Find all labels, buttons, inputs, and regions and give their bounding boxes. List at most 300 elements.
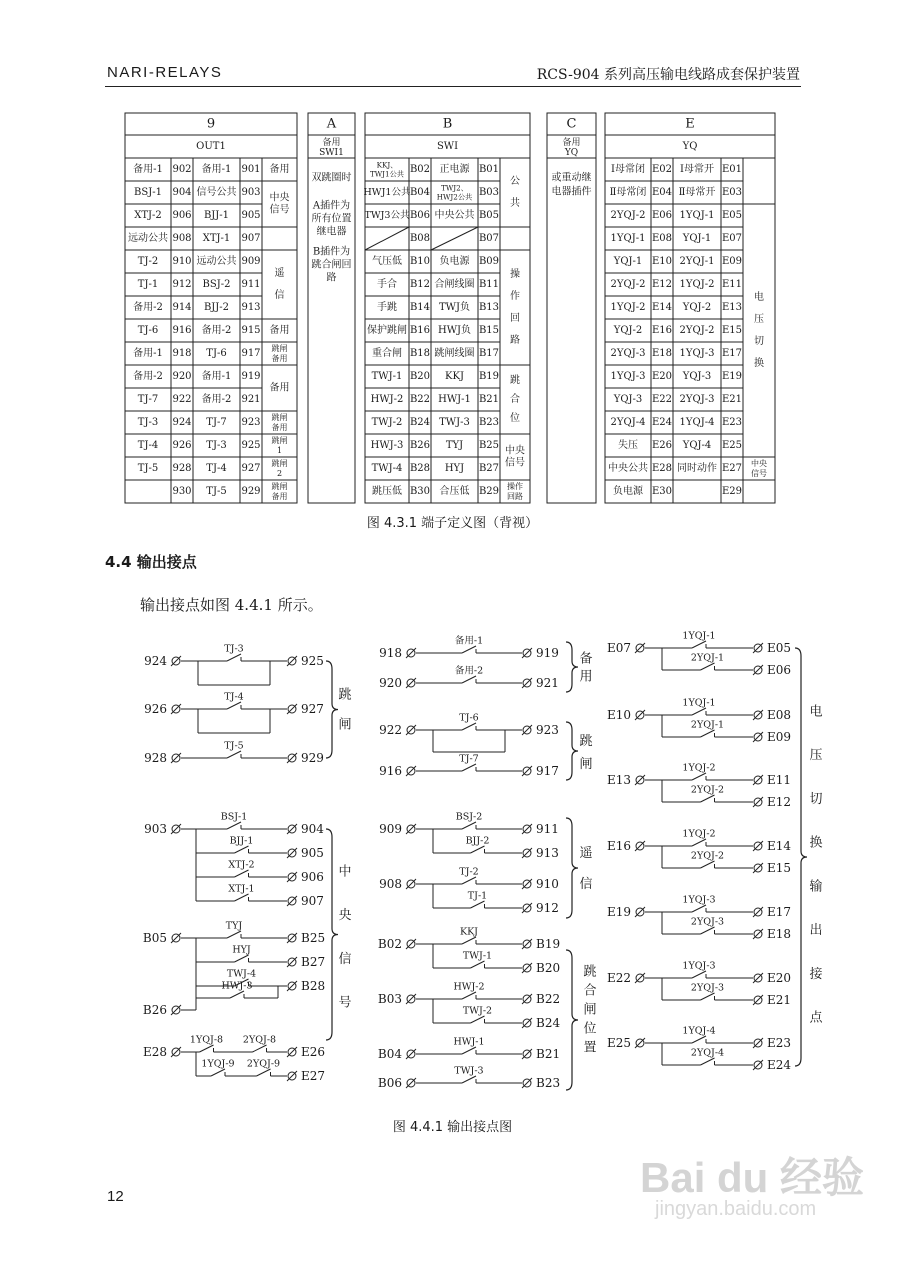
- cell: BJJ-2: [203, 302, 230, 313]
- contact-blade: [257, 1069, 271, 1076]
- cell: E06: [651, 210, 673, 221]
- terminal-symbol: [522, 1018, 532, 1028]
- terminal-symbol: [635, 841, 645, 851]
- brace-label-voltage-switch: 切: [809, 791, 823, 807]
- group-label: 回路: [507, 491, 523, 501]
- cell: Ⅰ母常闭: [611, 164, 645, 175]
- terminal-symbol: [171, 824, 181, 834]
- cell: B22: [409, 394, 431, 405]
- brace-label-breaker-position: 跳: [583, 964, 597, 980]
- block-type: SWI: [436, 141, 459, 152]
- cell: TYJ: [445, 440, 464, 451]
- brace-label-central-signal: 信: [338, 951, 352, 967]
- brace-label-voltage-switch: 电: [809, 704, 823, 720]
- group-label: 中央: [505, 445, 525, 457]
- contact-label: TWJ-3: [454, 1065, 484, 1077]
- block-id: E: [685, 116, 695, 132]
- contact: [645, 698, 753, 716]
- contact: [416, 812, 522, 830]
- circuit-918: [379, 635, 559, 661]
- cell: B14: [409, 302, 431, 313]
- terminal-label: B06: [377, 1076, 402, 1090]
- circuit-B04: [378, 1037, 560, 1062]
- cell: BSJ-2: [202, 279, 231, 290]
- cell: TJ-2: [137, 256, 159, 267]
- contact: [662, 785, 753, 803]
- cell: 909: [241, 256, 261, 267]
- terminal-label: E16: [606, 839, 631, 853]
- terminal-symbol: [753, 710, 763, 720]
- contact-blade: [227, 931, 241, 938]
- cell: 远动公共: [128, 233, 168, 244]
- terminal-symbol: [522, 1049, 532, 1059]
- cell: YQJ-4: [682, 440, 712, 451]
- brace-trip: [326, 661, 338, 758]
- terminal-label: 918: [379, 646, 402, 660]
- terminal-symbol: [287, 848, 297, 858]
- cell: E05: [721, 210, 743, 221]
- cell: 1YQJ-2: [610, 302, 646, 313]
- terminal-symbol: [635, 1038, 645, 1048]
- cell: BJJ-1: [203, 210, 230, 221]
- terminal-symbol: [522, 939, 532, 949]
- group-label: 备用: [271, 491, 288, 501]
- brace-label-telesignal: 信: [579, 877, 593, 892]
- terminal-symbol: [406, 1049, 416, 1059]
- terminal-symbol: [287, 957, 297, 967]
- group-label: 备用: [271, 422, 288, 432]
- contact-label: 2YQJ-8: [242, 1034, 277, 1046]
- contact-label: 2YQJ-2: [690, 784, 725, 796]
- terminal-symbol: [753, 995, 763, 1005]
- contact: [416, 665, 522, 684]
- terminal-label: 924: [144, 654, 167, 668]
- contact: [645, 631, 753, 649]
- cell: E30: [651, 486, 673, 497]
- terminal-symbol: [635, 775, 645, 785]
- figure-4-3-1-caption: 图 4.3.1 端子定义图（背视）: [366, 516, 539, 531]
- terminal-label: E22: [606, 971, 631, 985]
- contact: [433, 836, 522, 854]
- contact: [662, 983, 753, 1001]
- contact: [416, 635, 522, 654]
- cell: 手跳: [377, 302, 397, 313]
- terminal-symbol: [522, 903, 532, 913]
- cell: 2YQJ-2: [610, 279, 646, 290]
- contact: [181, 812, 287, 830]
- block-type: SWI1: [319, 148, 344, 158]
- contact-blade: [235, 846, 249, 853]
- cell: B09: [478, 256, 500, 267]
- cell: B24: [409, 417, 431, 428]
- cell: 914: [172, 302, 192, 313]
- terminal-label: 910: [536, 877, 559, 891]
- cell: E27: [721, 463, 743, 474]
- cell: 903: [241, 187, 261, 198]
- cell: 手合: [377, 279, 397, 290]
- cell: 915: [241, 325, 261, 336]
- group-label: 备用: [269, 382, 290, 394]
- cell: 远动公共: [196, 256, 237, 267]
- contact-blade: [462, 937, 476, 944]
- terminal-symbol: [171, 704, 181, 714]
- terminal-label: 908: [379, 877, 402, 891]
- cell: E01: [721, 164, 743, 175]
- terminal-label: E13: [606, 773, 631, 787]
- cell: E11: [721, 279, 743, 290]
- cell: 负电源: [613, 486, 643, 497]
- terminal-symbol: [287, 824, 297, 834]
- terminal-label: B25: [301, 931, 326, 945]
- contact-blade: [235, 955, 249, 962]
- cell: 1YQJ-3: [610, 371, 646, 382]
- circuit-E19: [607, 895, 791, 942]
- terminal-symbol: [522, 994, 532, 1004]
- terminal-label: 912: [536, 901, 559, 915]
- cell: BSJ-1: [134, 187, 162, 198]
- contact: [196, 860, 287, 878]
- terminal-label: 921: [536, 676, 559, 690]
- block-note: A插件为: [312, 200, 351, 212]
- group-label: 中央: [751, 459, 767, 469]
- cell: E22: [651, 394, 673, 405]
- circuit-E13: [607, 763, 791, 810]
- section-paragraph: 输出接点如图 4.4.1 所示。: [140, 596, 323, 614]
- contact: [181, 644, 287, 662]
- cell: KKJ、: [376, 160, 398, 170]
- contact-label: 2YQJ-4: [690, 1047, 725, 1059]
- contact-blade: [692, 971, 706, 978]
- terminal-symbol: [287, 981, 297, 991]
- terminal-label: E11: [767, 773, 792, 787]
- contact: [196, 884, 287, 902]
- group-label: 遥: [274, 268, 285, 279]
- terminal-symbol: [753, 643, 763, 653]
- terminal-symbol: [406, 678, 416, 688]
- group-label: 跳闸: [271, 482, 288, 492]
- circuit-E16: [607, 829, 791, 876]
- cell: B21: [478, 394, 500, 405]
- terminal-label: B26: [142, 1003, 167, 1017]
- contact: [433, 891, 522, 909]
- terminal-label: 907: [301, 894, 324, 908]
- header-brand: NARI-RELAYS: [107, 64, 223, 81]
- cell: 备用-1: [201, 164, 232, 175]
- terminal-symbol: [406, 879, 416, 889]
- cell: 信号公共: [196, 187, 237, 198]
- circuit-926: [144, 692, 324, 734]
- brace-label-voltage-switch: 换: [809, 835, 823, 851]
- terminal-label: E17: [767, 905, 792, 919]
- brace-label-voltage-switch: 输: [809, 879, 823, 895]
- terminal-label: 926: [144, 702, 167, 716]
- contact-label: 2YQJ-3: [690, 982, 725, 994]
- group-label: 合: [510, 394, 520, 405]
- terminal-symbol: [171, 753, 181, 763]
- terminal-symbol: [753, 1038, 763, 1048]
- circuit-E10: [607, 698, 791, 745]
- page-number: 12: [107, 1188, 124, 1205]
- cell: 905: [241, 210, 261, 221]
- terminal-symbol: [522, 766, 532, 776]
- contact-blade: [227, 751, 241, 758]
- terminal-label: E10: [606, 708, 631, 722]
- contact-label: 1YQJ-3: [682, 894, 716, 906]
- cell: 备用-1: [201, 371, 232, 382]
- cell: TJ-6: [137, 325, 159, 336]
- cell: B23: [478, 417, 500, 428]
- contact-label: 备用-1: [454, 635, 484, 647]
- cell: 927: [241, 463, 261, 474]
- contact: [662, 653, 753, 671]
- contact: [433, 951, 522, 969]
- block-id: A: [326, 116, 337, 132]
- circuit-E22: [607, 961, 791, 1008]
- terminal-symbol: [171, 656, 181, 666]
- block-type: YQ: [564, 148, 579, 158]
- terminal-label: B19: [536, 937, 561, 951]
- cell: TWJ1公共: [369, 169, 405, 179]
- cell: B12: [409, 279, 431, 290]
- cell: TJ-7: [206, 417, 227, 428]
- cell: 924: [172, 417, 192, 428]
- cell: YQJ-1: [613, 256, 643, 267]
- terminal-label: E23: [767, 1036, 792, 1050]
- cell: 2YQJ-2: [679, 325, 715, 336]
- cell: 902: [172, 164, 192, 175]
- cell: B10: [409, 256, 431, 267]
- terminal-label: E27: [301, 1069, 326, 1083]
- contact: [662, 917, 753, 935]
- block-type: 备用: [322, 138, 341, 148]
- cell: B04: [409, 187, 431, 198]
- contact-blade: [253, 1045, 267, 1052]
- brace-central-signal: [326, 829, 338, 1040]
- cell: B27: [478, 463, 500, 474]
- cell: E02: [651, 164, 673, 175]
- cell: E07: [721, 233, 743, 244]
- cell: 中央公共: [434, 210, 475, 221]
- brace-label-voltage-switch: 接: [809, 966, 823, 982]
- block-note: 路: [326, 272, 337, 284]
- cell: E13: [721, 302, 743, 313]
- contact: [181, 1035, 232, 1053]
- cell: 912: [172, 279, 192, 290]
- contact-blade: [462, 822, 476, 829]
- terminal-symbol: [287, 896, 297, 906]
- cell: B07: [478, 233, 500, 244]
- cell: 928: [172, 463, 192, 474]
- brace-label-voltage-switch: 出: [809, 923, 823, 939]
- terminal-label: 906: [301, 870, 324, 884]
- cell: B03: [478, 187, 500, 198]
- terminal-label: E25: [606, 1036, 631, 1050]
- terminal-label: E12: [767, 795, 792, 809]
- cell: 跳闸线圈: [434, 348, 475, 359]
- contact: [645, 895, 753, 913]
- group-label: 中央: [269, 192, 290, 204]
- brace-label-breaker-position: 闸: [583, 1002, 597, 1018]
- terminal-label: B21: [536, 1047, 561, 1061]
- contact: [181, 741, 287, 759]
- contact: [232, 1035, 287, 1053]
- block-note: 继电器: [316, 226, 347, 238]
- cell: B06: [409, 210, 431, 221]
- circuit-920: [379, 665, 559, 691]
- cell: HWJ负: [437, 325, 472, 336]
- brace-label-central-signal: 中: [338, 864, 352, 880]
- cell: B20: [409, 371, 431, 382]
- terminal-label: E06: [767, 663, 792, 677]
- cell: 2YQJ-4: [610, 417, 646, 428]
- contact: [196, 1059, 240, 1077]
- cell: B05: [478, 210, 500, 221]
- brace-breaker-position: [566, 950, 578, 1090]
- contact-label: 1YQJ-4: [682, 1025, 716, 1037]
- cell: E20: [651, 371, 673, 382]
- cell: B18: [409, 348, 431, 359]
- cell: 备用-2: [201, 394, 232, 405]
- cell: TJ-4: [206, 463, 227, 474]
- cell: 922: [172, 394, 192, 405]
- block-id: B: [442, 116, 453, 132]
- terminal-symbol: [287, 872, 297, 882]
- cell: E23: [721, 417, 743, 428]
- brace-spare: [566, 642, 578, 692]
- group-label: 跳: [510, 375, 520, 386]
- cell: TWJ2、: [441, 183, 468, 193]
- contact: [662, 851, 753, 869]
- cell: B08: [409, 233, 431, 244]
- terminal-symbol: [406, 994, 416, 1004]
- cell: 901: [241, 164, 261, 175]
- circuit-909: [379, 812, 559, 861]
- cell: E28: [651, 463, 673, 474]
- contact: [416, 1066, 522, 1084]
- terminal-symbol: [522, 963, 532, 973]
- terminal-label: 909: [379, 822, 402, 836]
- contact-blade: [701, 1058, 715, 1065]
- terminal-label: B02: [377, 937, 402, 951]
- cell: Ⅱ母常开: [678, 187, 716, 198]
- terminal-label: 919: [536, 646, 559, 660]
- terminal-symbol: [753, 732, 763, 742]
- terminal-symbol: [635, 973, 645, 983]
- cell: Ⅱ母常闭: [609, 187, 647, 198]
- cell: B19: [478, 371, 500, 382]
- block-type: YQ: [682, 141, 698, 152]
- terminal-symbol: [753, 973, 763, 983]
- contact-blade: [701, 730, 715, 737]
- contact-label: TWJ-1: [462, 950, 493, 962]
- block-note: 所有位置: [311, 213, 352, 225]
- brace-label-trip: 闸: [338, 717, 352, 733]
- terminal-label: 905: [301, 846, 324, 860]
- terminal-symbol: [635, 710, 645, 720]
- terminal-label: 903: [144, 822, 167, 836]
- terminal-symbol: [406, 766, 416, 776]
- cell: 911: [241, 279, 261, 290]
- contact: [645, 763, 753, 781]
- terminal-label: 917: [536, 764, 559, 778]
- brace-label-breaker-position: 合: [583, 983, 597, 999]
- cell: 1YQJ-4: [679, 417, 715, 428]
- terminal-symbol: [171, 1005, 181, 1015]
- cell: E18: [651, 348, 673, 359]
- contact-label: KKJ: [459, 926, 479, 938]
- terminal-label: B23: [536, 1076, 561, 1090]
- cell: 2YQJ-2: [610, 210, 646, 221]
- circuit-924: [144, 644, 324, 686]
- circuit-E07: [607, 631, 791, 678]
- group-label: 跳闸: [271, 344, 288, 354]
- cell: 910: [172, 256, 192, 267]
- cell: HWJ-2: [370, 394, 404, 405]
- terminal-label: 923: [536, 723, 559, 737]
- block-note: 跳合闸回: [311, 259, 352, 271]
- cell: YQJ-3: [613, 394, 643, 405]
- contact-label: HWJ-3: [221, 980, 253, 992]
- contact-label: 2YQJ-1: [690, 719, 725, 731]
- terminal-label: E05: [767, 641, 792, 655]
- cell: 备用-2: [133, 302, 163, 313]
- cell: E10: [651, 256, 673, 267]
- brace-label-voltage-switch: 点: [809, 1010, 823, 1026]
- cell: 保护跳闸: [367, 325, 407, 336]
- terminal-symbol: [753, 929, 763, 939]
- group-label: 压: [754, 314, 764, 325]
- terminal-symbol: [522, 824, 532, 834]
- group-label: 信号: [505, 457, 525, 469]
- cell: E12: [651, 279, 673, 290]
- cell: B11: [478, 279, 500, 290]
- contact-label: 1YQJ-9: [201, 1058, 235, 1070]
- terminal-label: B27: [301, 955, 326, 969]
- brace-label-spare: 用: [579, 669, 593, 685]
- cell: 1YQJ-2: [679, 279, 715, 290]
- circuit-B03: [378, 982, 561, 1031]
- cell: B17: [478, 348, 500, 359]
- cell: 气压低: [372, 256, 402, 267]
- contact: [181, 921, 287, 939]
- contact-label: XTJ-1: [228, 883, 255, 895]
- terminal-symbol: [287, 1071, 297, 1081]
- contact-label: TJ-1: [467, 890, 488, 902]
- circuit-B02: [378, 927, 560, 976]
- contact-blade: [227, 702, 241, 709]
- terminal-label: 929: [301, 751, 324, 765]
- group-label: 跳闸: [271, 413, 288, 423]
- contact: [416, 982, 522, 1000]
- contact-blade: [235, 870, 249, 877]
- terminal-label: 911: [536, 822, 559, 836]
- terminal-label: 920: [379, 676, 402, 690]
- terminal-label: B28: [301, 979, 326, 993]
- terminal-label: 916: [379, 764, 402, 778]
- cell: B01: [478, 164, 500, 175]
- contact: [433, 1006, 522, 1024]
- contact-blade: [462, 1047, 476, 1054]
- terminal-symbol: [635, 907, 645, 917]
- contact-blade: [701, 663, 715, 670]
- cell: 失压: [618, 440, 638, 451]
- group-label: 信号: [269, 204, 290, 216]
- cell: 合压低: [439, 486, 470, 497]
- cell: HWJ2公共: [436, 192, 473, 202]
- cell: 926: [172, 440, 192, 451]
- contact-blade: [701, 993, 715, 1000]
- cell: TJ-7: [137, 394, 159, 405]
